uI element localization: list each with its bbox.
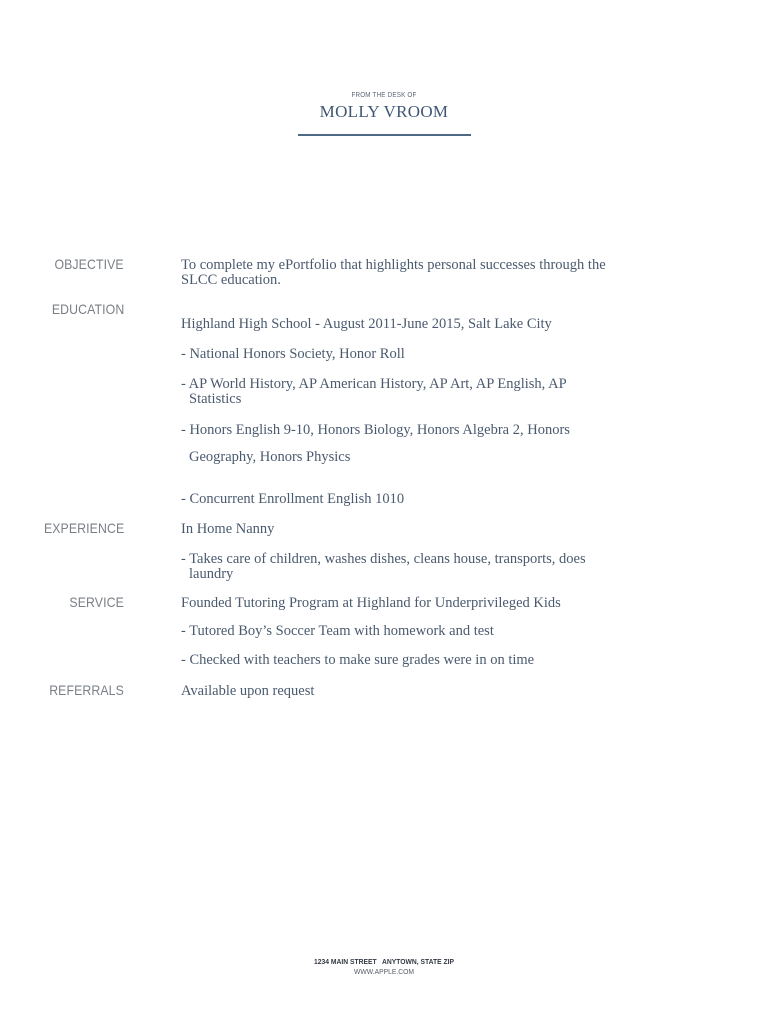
service-item bbox=[181, 624, 611, 639]
experience-label: EXPERIENCE bbox=[43, 520, 124, 536]
service-item bbox=[181, 653, 611, 668]
experience-item-text: - Takes care of children, washes dishes, cleans house, transports, does laundry bbox=[181, 551, 586, 582]
footer bbox=[0, 957, 768, 977]
education-item bbox=[181, 347, 611, 362]
letterhead-divider bbox=[298, 134, 471, 136]
footer-address: 1234 MAIN STREET ANYTOWN, STATE ZIP bbox=[313, 957, 455, 966]
education-label: EDUCATION bbox=[51, 301, 124, 317]
education-item bbox=[181, 423, 611, 438]
service-label: SERVICE bbox=[69, 594, 124, 610]
letterhead bbox=[0, 92, 768, 122]
service-item-text: - Checked with teachers to make sure grades were in on time bbox=[181, 652, 535, 668]
experience-role: In Home Nanny bbox=[181, 521, 275, 537]
education-item-text: - AP World History, AP American History, AP Art, AP English, AP Statistics bbox=[181, 376, 567, 407]
objective-text: To complete my ePortfolio that highlights personal successes through the SLCC education. bbox=[181, 257, 606, 288]
education-school: Highland High School - August 2011-June 2015, Salt Lake City bbox=[181, 316, 552, 332]
education-item-text: - Honors English 9-10, Honors Biology, Honors Algebra 2, Honors bbox=[181, 422, 570, 438]
education-item-text: - Concurrent Enrollment English 1010 bbox=[181, 491, 405, 507]
footer-website: WWW.APPLE.COM bbox=[353, 967, 414, 976]
service-item-text: - Tutored Boy’s Soccer Team with homework and test bbox=[181, 623, 494, 639]
referrals-label: REFERRALS bbox=[49, 682, 124, 698]
author-name: MOLLY VROOM bbox=[319, 102, 449, 121]
experience-item bbox=[181, 552, 611, 582]
service-title: Founded Tutoring Program at Highland for Underprivileged Kids bbox=[181, 595, 561, 611]
education-item-continued: Geography, Honors Physics bbox=[189, 449, 351, 465]
education-item bbox=[181, 492, 611, 507]
education-item bbox=[181, 377, 611, 407]
objective-label: OBJECTIVE bbox=[54, 256, 124, 272]
from-desk-caption: FROM THE DESK OF bbox=[351, 92, 417, 99]
referrals-text: Available upon request bbox=[181, 683, 315, 699]
education-item-text: - National Honors Society, Honor Roll bbox=[181, 346, 405, 362]
